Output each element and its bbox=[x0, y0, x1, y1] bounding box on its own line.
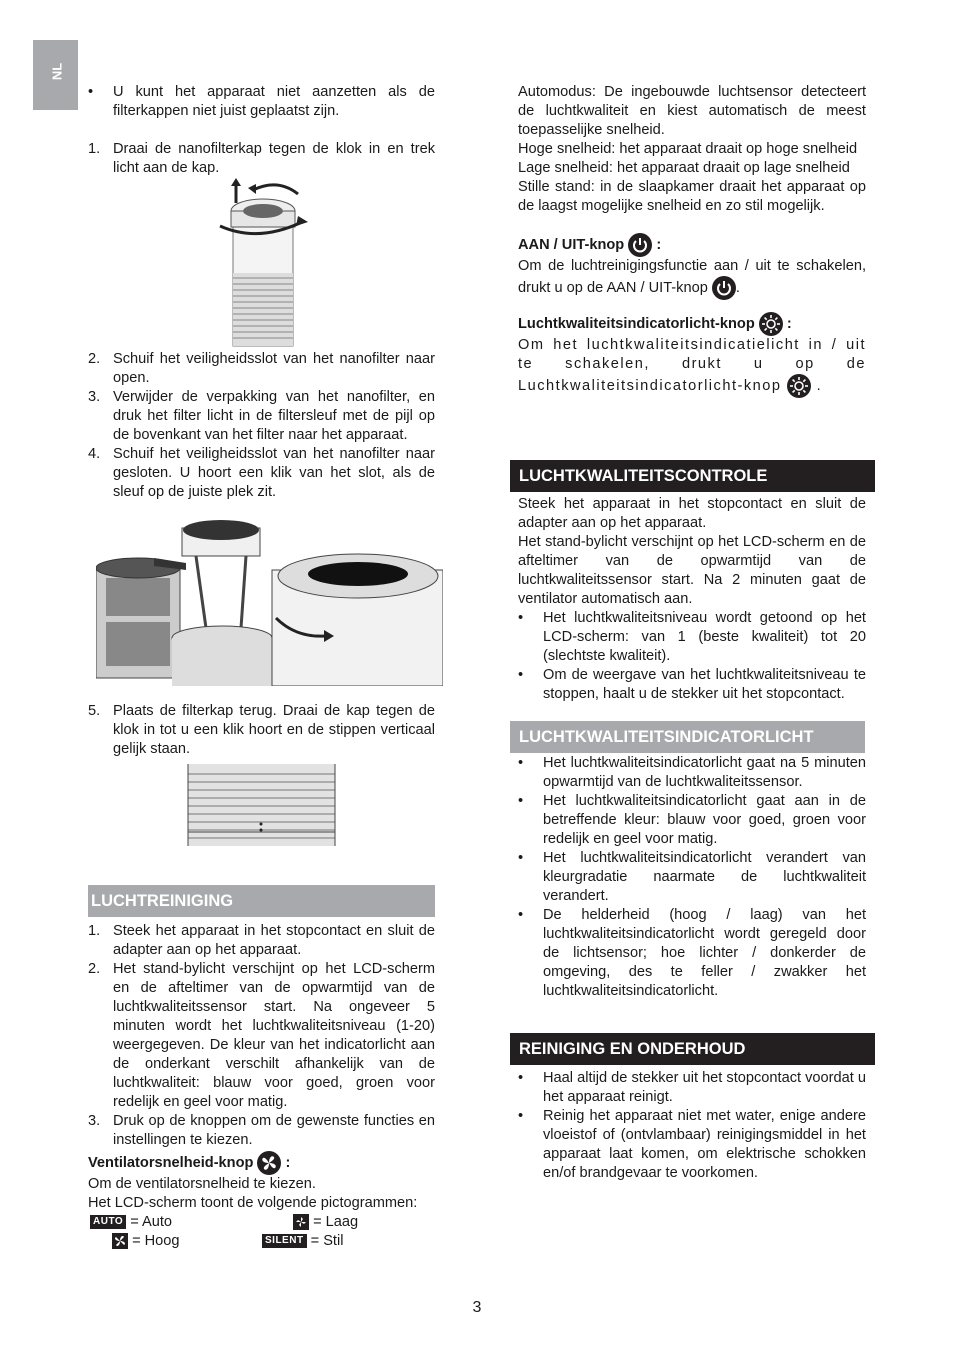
list-item: • Om de weergave van het luchtkwaliteitsniveau te stoppen, haalt u de stekker uit het stopcontact. bbox=[518, 667, 866, 702]
filter-cap-illustration bbox=[88, 178, 435, 350]
list-item: • Haal altijd de stekker uit het stopcontact voordat u het apparaat reinigt. bbox=[518, 1070, 866, 1105]
power-icon bbox=[712, 276, 736, 300]
icon-legend: AUTO = Auto = Laag = Hoog SILENT = Stil bbox=[88, 1213, 435, 1251]
list-item: • U kunt het apparaat niet aanzetten als de filterkappen niet juist geplaatst zijn. bbox=[88, 84, 435, 119]
list-item: • Het luchtkwaliteitsniveau wordt getoond op het LCD-scherm: van 1 (beste kwaliteit) tot 20 (slechtste kwaliteit). bbox=[518, 610, 866, 664]
lcd-text: Het LCD-scherm toont de volgende pictogrammen: bbox=[88, 1195, 418, 1211]
list-item: 1. Steek het apparaat in het stopcontact en sluit de adapter aan op het apparaat. bbox=[88, 923, 435, 958]
fan-icon bbox=[257, 1151, 281, 1175]
fan-low-icon bbox=[293, 1214, 309, 1230]
sun-icon bbox=[759, 312, 783, 336]
list-item: • De helderheid (hoog / laag) van het luchtkwaliteitsindicatorlicht wordt geregeld door de lichtsensor; hoe lichter / donkerder de omgeving, des te feller / zwakker het luchtkwaliteitsindicatorlicht. bbox=[518, 907, 866, 999]
mode-high: Hoge snelheid: het apparaat draait op hoge snelheid bbox=[518, 141, 858, 157]
list-item: • Reinig het apparaat niet met water, enige andere vloeistof of (ontvlambaar) reinigingsmiddel in het apparaat laat komen, om elektrische schokken en/of brandgevaar te voorkomen. bbox=[518, 1108, 866, 1181]
list-item: 2. Het stand-bylicht verschijnt op het LCD-scherm en de afteltimer van de opwarmtijd van de luchtkwaliteitssensor start. Na ongeveer 5 minuten wordt het luchtkwaliteitsniveau (1-20) weergegeven. De kleur van het indicatorlicht aan de onderkant verschilt afhankelijk van de luchtkwaliteit: blauw voor goed, groen voor redelijk en geel voor matig. bbox=[88, 961, 435, 1110]
right-column: Automodus: De ingebouwde luchtsensor detecteert de luchtkwaliteit en kiest automatisch de meest toepasselijke snelheid. Hoge snelheid: het apparaat draait op hoge snelheid Lage snelheid: het apparaat draait op lage snelheid Stille stand: in de slaapkamer draait het apparaat op de laagst mogelijke snelheid en zo stil mogelijk. AAN / UIT-knop : Om de luchtreinigingsfunctie aan / uit te schakelen, drukt u op de AAN / UIT-knop . Luchtkwaliteitsindicatorlicht-knop : Om het luchtkwaliteitsindicatielicht in / uit te schakelen, drukt u op de Luchtkwaliteitsindicatorlicht-knop . bbox=[518, 83, 866, 398]
left-column: • U kunt het apparaat niet aanzetten als de filterkappen niet juist geplaatst zijn. 1. Draai de nanofilterkap tegen de klok in en trek licht aan de kap. 2. Schuif het veiligheidsslot van het nanofilter naar open. 3. Verwijder de verpakking van het nanofilter, en druk het filter licht in de filtersleuf met de pijl op de bovenkant van het filter naar het apparaat. 4. Schuif het veiligheidsslot van het nanofilter naar gesloten. U hoort een klik van het slot, als de sleuf op de juiste plek zit. 5. Plaats de filterkap terug. Draai de kap tegen de klok in tot u een klik hoort en de stippen verticaal gelijk staan. LUCHTREINIGING 1. Steek het apparaat in het stopcontact en sluit de adapter aan op het apparaat. 2. Het stand-bylicht verschijnt op het LCD-scherm en de afteltimer van de opwarmtijd van de luchtkwaliteitssensor start. Na ongeveer 5 minuten wordt het luchtkwaliteitsniveau (1-20) weergegeven. De kleur van het indicatorlicht aan de onderkant verschilt afhankelijk van de luchtkwaliteit: blauw voor goed, groen voor redelijk en geel voor matig. 3. Druk op de knoppen om de gewenste functies en instellingen te kiezen. Ventilatorsnelheid-knop : Om de ventilatorsnelheid te kiezen. Het LCD-scherm toont de volgende pictogrammen: AUTO = Auto = Laag = Hoog SILENT = Stil bbox=[88, 83, 435, 1251]
list-item: 4. Schuif het veiligheidsslot van het nanofilter naar gesloten. U hoort een klik van het slot, als de sleuf op de juiste plek zit. bbox=[88, 446, 435, 500]
section-header-reiniging: REINIGING EN ONDERHOUD bbox=[510, 1033, 875, 1065]
list-item: 2. Schuif het veiligheidsslot van het nanofilter naar open. bbox=[88, 351, 435, 386]
filter-dots-illustration bbox=[88, 764, 435, 850]
mode-low: Lage snelheid: het apparaat draait op lage snelheid bbox=[518, 160, 850, 176]
indicator-text: Om het luchtkwaliteitsindicatielicht in / uit te schakelen, drukt u op de Luchtkwaliteitsindicatorlicht-knop . bbox=[518, 336, 866, 398]
paragraph: Steek het apparaat in het stopcontact en sluit de adapter aan op het apparaat. bbox=[518, 496, 866, 531]
indicator-label: Luchtkwaliteitsindicatorlicht-knop bbox=[518, 315, 755, 332]
page-number: 3 bbox=[472, 1299, 482, 1316]
list-item: • Het luchtkwaliteitsindicatorlicht verandert van kleurgradatie naarmate de luchtkwaliteit verandert. bbox=[518, 850, 866, 904]
right-sections bbox=[510, 460, 875, 1183]
section-header-luchtreiniging: LUCHTREINIGING bbox=[88, 885, 435, 917]
power-text: Om de luchtreinigingsfunctie aan / uit te schakelen, drukt u op de AAN / UIT-knop . bbox=[518, 257, 866, 300]
fan-speed-text: Om de ventilatorsnelheid te kiezen. bbox=[88, 1176, 316, 1192]
list-item: 3. Druk op de knoppen om de gewenste functies en instellingen te kiezen. bbox=[88, 1113, 435, 1148]
mode-silent: Stille stand: in de slaapkamer draait het apparaat op de laagst mogelijke snelheid en zo stil mogelijk. bbox=[518, 179, 866, 214]
sun-icon bbox=[787, 374, 811, 398]
list-item: • Het luchtkwaliteitsindicatorlicht gaat aan in de betreffende kleur: blauw voor goed, groen voor redelijk en geel voor matig. bbox=[518, 793, 866, 847]
power-label: AAN / UIT-knop bbox=[518, 236, 625, 253]
fan-high-icon bbox=[112, 1233, 128, 1249]
section-header-luchtkwaliteitscontrole: LUCHTKWALITEITSCONTROLE bbox=[510, 460, 875, 492]
mode-auto: Automodus: De ingebouwde luchtsensor detecteert de luchtkwaliteit en kiest automatisch de meest toepasselijke snelheid. bbox=[518, 84, 866, 138]
list-item: 3. Verwijder de verpakking van het nanofilter, en druk het filter licht in de filtersleuf met de pijl op de bovenkant van het filter naar het apparaat. bbox=[88, 389, 435, 443]
power-icon bbox=[628, 233, 652, 257]
paragraph: Het stand-bylicht verschijnt op het LCD-scherm en de afteltimer van de opwarmtijd van de luchtkwaliteitssensor start. Na 2 minuten gaat de ventilator automatisch aan. bbox=[518, 534, 866, 607]
list-item: 5. Plaats de filterkap terug. Draai de kap tegen de klok in tot u een klik hoort en de stippen verticaal gelijk staan. bbox=[88, 703, 435, 757]
section-header-luchtkwaliteitsindicatorlicht: LUCHTKWALITEITSINDICATORLICHT bbox=[510, 721, 865, 753]
language-tab: NL bbox=[33, 40, 78, 110]
silent-icon: SILENT bbox=[262, 1234, 307, 1248]
fan-speed-label: Ventilatorsnelheid-knop bbox=[88, 1154, 254, 1171]
list-item: • Het luchtkwaliteitsindicatorlicht gaat na 5 minuten opwarmtijd van de luchtkwaliteitssensor. bbox=[518, 755, 866, 790]
auto-icon: AUTO bbox=[90, 1215, 126, 1229]
list-item: 1. Draai de nanofilterkap tegen de klok in en trek licht aan de kap. bbox=[88, 141, 435, 176]
filter-install-illustration bbox=[96, 518, 443, 686]
